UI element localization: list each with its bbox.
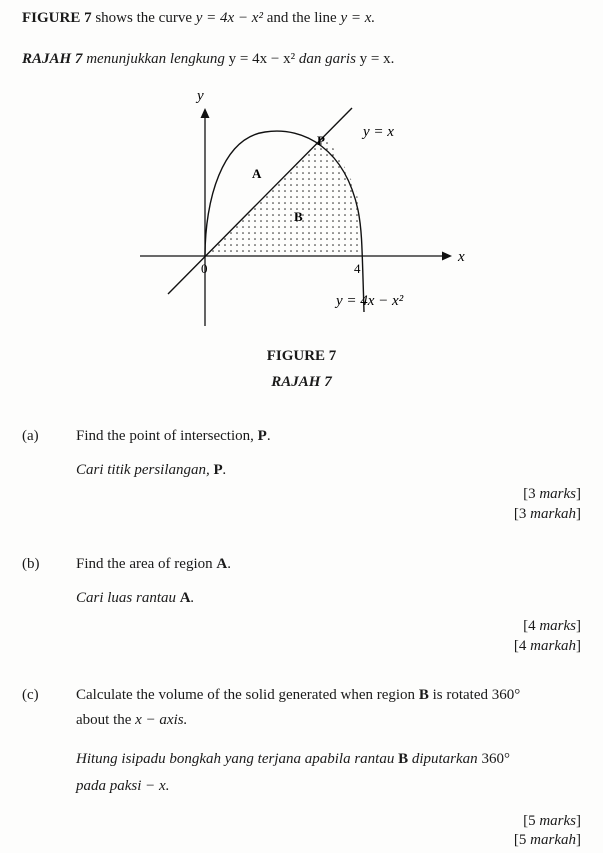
question-b-marks: [4 marks] (523, 618, 581, 634)
question-c-malay-line1: Hitung isipadu bongkah yang terjana apabila rantau B diputarkan 360° (76, 751, 510, 767)
question-a-marks: [3 marks] (523, 486, 581, 502)
question-c-english-line2: about the x − axis. (76, 712, 188, 728)
intro-figure-ref-ms: RAJAH 7 (22, 51, 83, 67)
figure-caption-en: FIGURE 7 (266, 348, 337, 364)
question-b-letter: (b) (22, 556, 40, 572)
question-b-markah: [4 markah] (513, 638, 581, 654)
question-b-english: Find the area of region A. (76, 556, 231, 572)
intro-line-equation: y = x. (340, 10, 376, 26)
intro-curve-equation: y = 4x − x² (195, 10, 263, 26)
question-c-letter: (c) (22, 687, 39, 703)
x-axis-arrow (442, 252, 452, 261)
line-equation-label: y = x (363, 124, 394, 140)
y-axis-label: y (197, 88, 204, 104)
region-b-label: B (294, 209, 303, 224)
intro-english: FIGURE 7 shows the curve y = 4x − x² and the line y = x. (22, 10, 376, 26)
intro-figure-ref: FIGURE 7 (22, 10, 92, 26)
question-c-markah: [5 markah] (513, 832, 581, 848)
question-c-marks: [5 marks] (523, 813, 581, 829)
intro-malay: RAJAH 7 menunjukkan lengkung y = 4x − x² dan garis y = x. (22, 51, 395, 67)
question-a-malay: Cari titik persilangan, P. (76, 462, 227, 478)
point-p-label: P (317, 133, 325, 148)
question-a-english: Find the point of intersection, P. (76, 428, 271, 444)
question-b-malay: Cari luas rantau A. (76, 590, 195, 606)
origin-label: 0 (201, 261, 208, 276)
x-tick-4-label: 4 (354, 261, 361, 276)
question-a-markah: [3 markah] (513, 506, 581, 522)
y-axis-arrow (201, 108, 210, 118)
question-a-letter: (a) (22, 428, 39, 444)
figure-caption-ms: RAJAH 7 (271, 374, 332, 390)
curve-equation-label: y = 4x − x² (336, 293, 404, 309)
question-c-malay-line2: pada paksi − x. (76, 778, 170, 794)
x-axis-label: x (458, 249, 465, 265)
question-c-english-line1: Calculate the volume of the solid generated when region B is rotated 360° (76, 687, 521, 703)
region-b-shading (205, 136, 361, 256)
region-a-label: A (252, 166, 262, 181)
